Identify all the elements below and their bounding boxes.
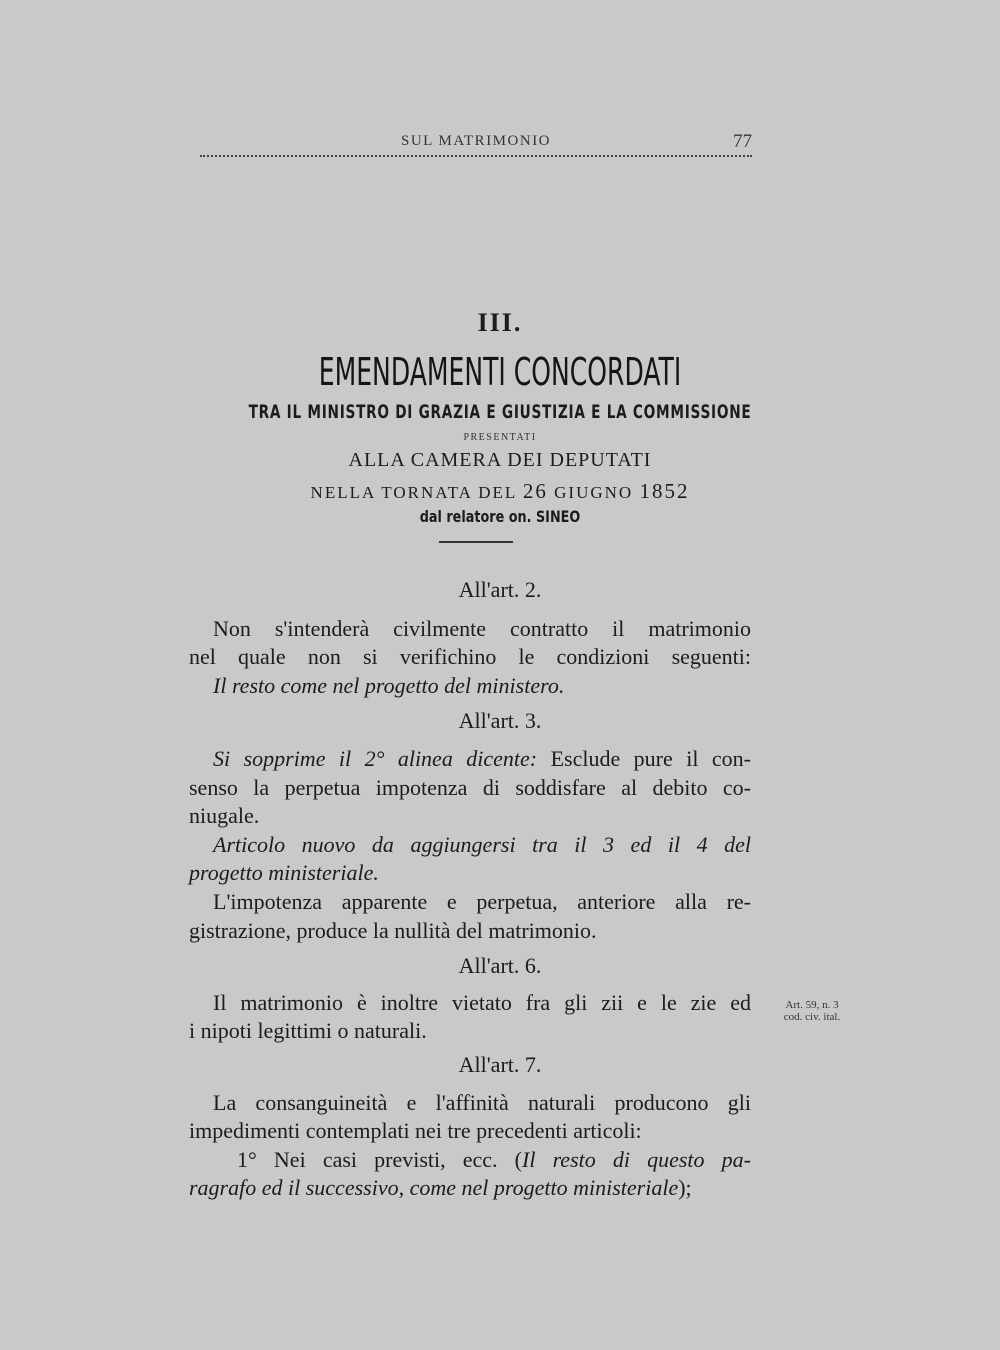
margin-note-line-2: cod. civ. ital. xyxy=(783,1011,841,1023)
art3-line-4: Articolo nuovo da aggiungersi tra il 3 ed il 4 del xyxy=(213,832,751,857)
reporter-line: dal relatore on. SINEO xyxy=(419,507,581,526)
art7-heading: All'art. 7. xyxy=(458,1052,542,1077)
subtitle: TRA IL MINISTRO DI GRAZIA E GIUSTIZIA E LA COMMISSIONE xyxy=(248,401,752,423)
art6-heading: All'art. 6. xyxy=(458,953,542,978)
art7-line-4-roman: ); xyxy=(678,1175,692,1200)
art2-heading: All'art. 2. xyxy=(458,577,542,602)
session-day: 26 xyxy=(522,479,548,503)
art7-line-3-italic: Il resto di questo pa- xyxy=(522,1147,751,1172)
art7-line-3-roman: 1° Nei casi previsti, ecc. ( xyxy=(237,1147,522,1172)
session-year: 1852 xyxy=(639,479,690,503)
page-title: EMENDAMENTI CONCORDATI xyxy=(318,350,682,394)
art7-line-3 xyxy=(189,1146,751,1174)
art3-line-6: L'impotenza apparente e perpetua, anteriore alla re- xyxy=(213,889,751,914)
art6-line-1: Il matrimonio è inoltre vietato fra gli zii e le zie ed xyxy=(213,990,751,1015)
art3-heading: All'art. 3. xyxy=(458,708,542,733)
running-title: SUL MATRIMONIO xyxy=(400,133,552,149)
art3-line-1 xyxy=(189,745,751,773)
art3-line-1-italic: Si sopprime il 2° alinea dicente: xyxy=(213,746,538,771)
art7-line-2: impedimenti contemplati nei tre precedenti articoli: xyxy=(189,1118,642,1143)
art3-line-7: gistrazione, produce la nullità del matrimonio. xyxy=(189,918,597,943)
page-number: 77 xyxy=(733,131,752,152)
art3-line-2: senso la perpetua impotenza di soddisfare al debito co- xyxy=(189,775,751,800)
art7-line-4 xyxy=(189,1174,751,1202)
art3-line-1-rest: Esclude pure il con- xyxy=(537,746,751,771)
art2-line-2: nel quale non si verifichino le condizioni seguenti: xyxy=(189,644,751,669)
running-head xyxy=(200,133,752,157)
session-line xyxy=(0,479,1000,504)
session-prefix: NELLA TORNATA DEL xyxy=(310,483,523,502)
art7-line-1: La consanguineità e l'affinità naturali producono gli xyxy=(213,1090,751,1115)
margin-note xyxy=(764,999,860,1023)
art6-line-2: i nipoti legittimi o naturali. xyxy=(189,1018,427,1043)
art2-line-3: Il resto come nel progetto del ministero. xyxy=(213,673,565,698)
divider-rule xyxy=(439,541,513,543)
art2-line-1: Non s'intenderà civilmente contratto il matrimonio xyxy=(213,616,751,641)
art3-line-3: niugale. xyxy=(189,803,260,828)
section-number: III. xyxy=(477,308,523,337)
art3-line-5: progetto ministeriale. xyxy=(189,860,379,885)
margin-note-line-1: Art. 59, n. 3 xyxy=(785,999,839,1011)
presented-label: PRESENTATI xyxy=(463,432,537,443)
chamber-line: ALLA CAMERA DEI DEPUTATI xyxy=(348,449,652,471)
session-month: GIUGNO xyxy=(547,483,640,502)
art7-line-4-italic: ragrafo ed il successivo, come nel progetto ministeriale xyxy=(189,1175,679,1200)
